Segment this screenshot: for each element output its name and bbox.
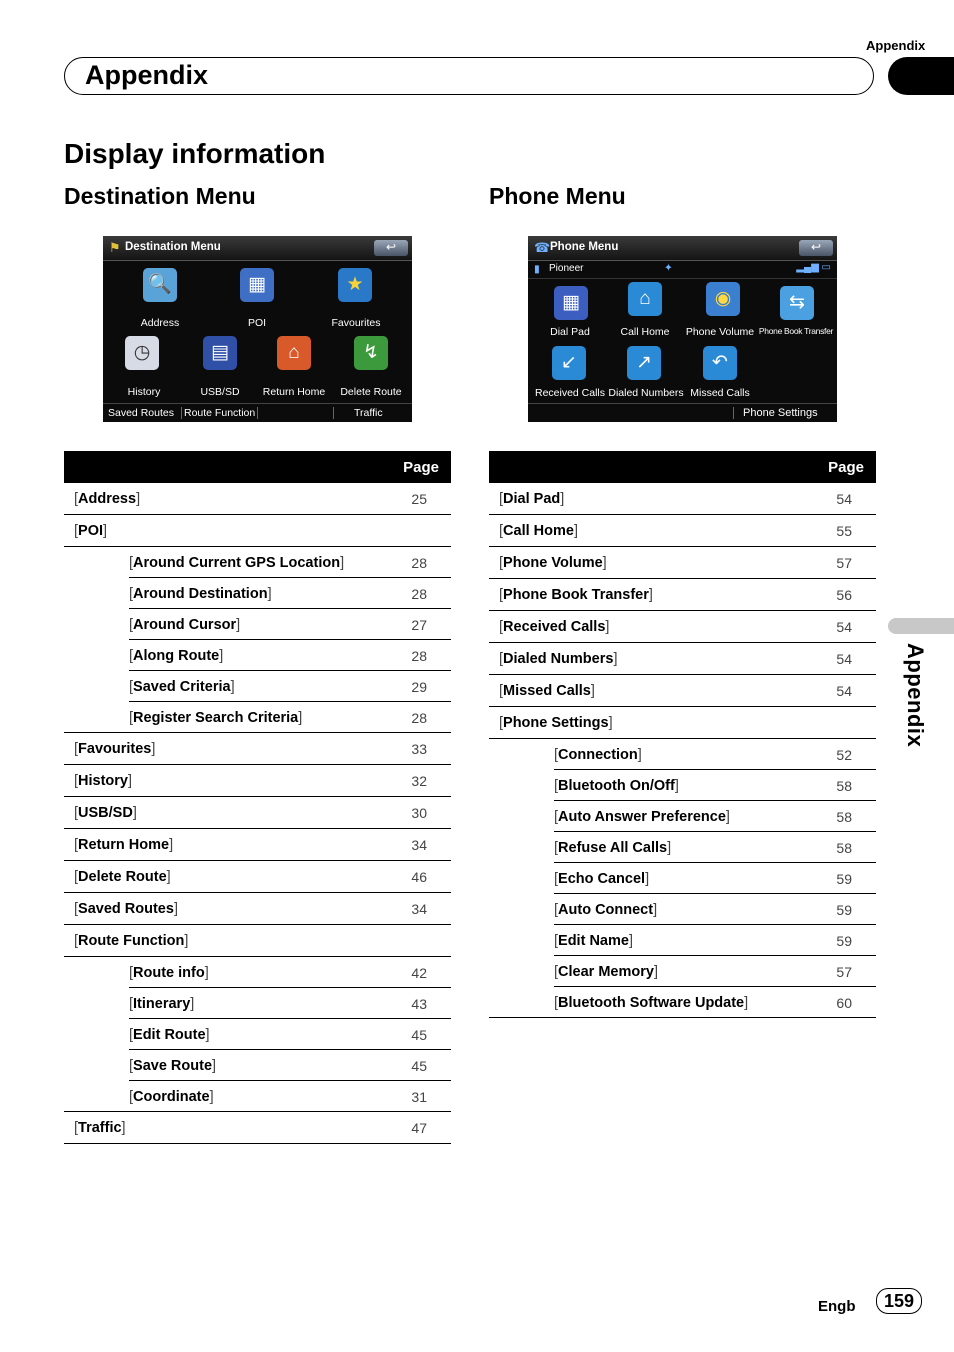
- tile-dialed-numbers[interactable]: [625, 346, 663, 380]
- page-ref: [367, 515, 451, 547]
- side-tab-label: Appendix: [903, 643, 928, 748]
- item-name: Phone Volume: [503, 554, 603, 571]
- item-name-cell: [Around Cursor]: [64, 609, 367, 640]
- item-name-cell: [Connection]: [489, 739, 792, 771]
- page-ref: 31: [367, 1081, 451, 1112]
- page-ref: 58: [792, 770, 876, 801]
- table-row: [489, 675, 876, 707]
- tile-address[interactable]: [139, 268, 181, 302]
- item-name-cell: [Phone Settings]: [489, 707, 792, 739]
- tile-return-home[interactable]: [273, 336, 315, 370]
- item-name: Edit Name: [558, 932, 629, 949]
- page-ref: 54: [792, 675, 876, 707]
- item-name-cell: [Traffic]: [64, 1112, 367, 1144]
- page-column-header: Page: [489, 451, 876, 483]
- route-function-button[interactable]: Route Function: [184, 407, 256, 419]
- missed-call-icon: ↶: [703, 346, 737, 380]
- page-ref: 34: [367, 893, 451, 925]
- table-row: [64, 1112, 451, 1144]
- item-name: Edit Route: [133, 1026, 206, 1043]
- item-name-cell: [Echo Cancel]: [489, 863, 792, 894]
- item-name-cell: [Around Current GPS Location]: [64, 547, 367, 579]
- item-name: Echo Cancel: [558, 870, 646, 887]
- table-row: [64, 1081, 451, 1112]
- back-button[interactable]: ↩: [799, 240, 833, 256]
- bluetooth-icon: ✦: [664, 262, 673, 274]
- item-name: Return Home: [78, 836, 170, 853]
- back-button[interactable]: ↩: [374, 240, 408, 256]
- item-name: Route info: [133, 964, 205, 981]
- page-ref: 58: [792, 801, 876, 832]
- page-ref: 59: [792, 863, 876, 894]
- item-name: Delete Route: [78, 868, 167, 885]
- table-row: [64, 925, 451, 957]
- item-name-cell: [Route info]: [64, 957, 367, 989]
- table-row: [64, 671, 451, 702]
- side-tab-marker: [888, 618, 954, 634]
- page-title: Display information: [64, 138, 326, 169]
- table-row: [64, 547, 451, 579]
- tile-call-home[interactable]: [626, 282, 664, 316]
- tile-label: Return Home: [262, 386, 326, 398]
- sd-card-icon: ▤: [203, 336, 237, 370]
- phone-menu-heading: Phone Menu: [489, 183, 626, 209]
- item-name: Traffic: [78, 1119, 122, 1136]
- table-row: [64, 483, 451, 515]
- table-row: [489, 863, 876, 894]
- page-ref: 57: [792, 547, 876, 579]
- section-title: Appendix: [85, 60, 209, 90]
- table-row: [489, 801, 876, 832]
- item-name-cell: [USB/SD]: [64, 797, 367, 829]
- page-ref: 59: [792, 894, 876, 925]
- page-ref: 56: [792, 579, 876, 611]
- item-name: Connection: [558, 746, 638, 763]
- route-icon: ↯: [354, 336, 388, 370]
- item-name-cell: [Clear Memory]: [489, 956, 792, 987]
- item-name: USB/SD: [78, 804, 133, 821]
- tile-label: Delete Route: [340, 386, 402, 398]
- table-row: [489, 579, 876, 611]
- tile-label: POI: [247, 317, 267, 329]
- item-name: POI: [78, 522, 104, 539]
- item-name-cell: [History]: [64, 765, 367, 797]
- running-header: Appendix: [866, 38, 926, 53]
- table-row: [64, 702, 451, 733]
- page-ref: 32: [367, 765, 451, 797]
- page-ref: 29: [367, 671, 451, 702]
- table-row: [64, 609, 451, 640]
- traffic-button[interactable]: Traffic: [354, 407, 383, 419]
- page-ref: 45: [367, 1019, 451, 1050]
- page-ref: 43: [367, 988, 451, 1019]
- item-name-cell: [Bluetooth On/Off]: [489, 770, 792, 801]
- dialed-call-icon: ↗: [627, 346, 661, 380]
- page-ref: 28: [367, 547, 451, 579]
- item-name: Received Calls: [503, 618, 606, 635]
- item-name-cell: [Phone Volume]: [489, 547, 792, 579]
- page-ref: 28: [367, 640, 451, 671]
- item-name: Around Destination: [133, 585, 268, 602]
- tile-label: Missed Calls: [690, 387, 750, 399]
- phone-icon: ☎: [534, 240, 551, 255]
- destination-menu-screen: [103, 236, 412, 422]
- divider: [257, 407, 258, 419]
- item-name-cell: [Saved Criteria]: [64, 671, 367, 702]
- item-name-cell: [Around Destination]: [64, 578, 367, 609]
- tile-favourites[interactable]: [334, 268, 376, 302]
- page-ref: 28: [367, 702, 451, 733]
- item-name-cell: [Edit Route]: [64, 1019, 367, 1050]
- item-name-cell: [Route Function]: [64, 925, 367, 957]
- item-name: Clear Memory: [558, 963, 654, 980]
- tile-label: Call Home: [620, 326, 670, 338]
- item-name: Around Cursor: [133, 616, 237, 633]
- page-ref: 33: [367, 733, 451, 765]
- item-name: Saved Criteria: [133, 678, 231, 695]
- received-call-icon: ↙: [552, 346, 586, 380]
- tile-label: Dialed Numbers: [608, 387, 684, 399]
- destination-menu-heading: Destination Menu: [64, 183, 256, 209]
- item-name: Coordinate: [133, 1088, 210, 1105]
- page-ref: 25: [367, 483, 451, 515]
- section-tab-marker: [888, 57, 954, 95]
- table-row: [64, 829, 451, 861]
- item-name-cell: [Coordinate]: [64, 1081, 367, 1112]
- table-row: [489, 987, 876, 1018]
- item-name: Along Route: [133, 647, 220, 664]
- item-name-cell: [Dialed Numbers]: [489, 643, 792, 675]
- flag-icon: ⚑: [109, 240, 121, 255]
- page-ref: 30: [367, 797, 451, 829]
- tile-usb-sd[interactable]: [199, 336, 241, 370]
- tile-label: Address: [140, 317, 180, 329]
- item-name: Route Function: [78, 932, 185, 949]
- page-ref: 59: [792, 925, 876, 956]
- item-name-cell: [Call Home]: [489, 515, 792, 547]
- page-ref: [792, 707, 876, 739]
- item-name-cell: [Auto Answer Preference]: [489, 801, 792, 832]
- table-row: [489, 515, 876, 547]
- item-name: Missed Calls: [503, 682, 591, 699]
- tile-label: Received Calls: [534, 387, 606, 399]
- page-number: 159: [876, 1288, 922, 1314]
- item-name: Dial Pad: [503, 490, 561, 507]
- table-row: [64, 515, 451, 547]
- home-phone-icon: ⌂: [628, 282, 662, 316]
- item-name-cell: [Along Route]: [64, 640, 367, 671]
- page-ref: 45: [367, 1050, 451, 1081]
- item-name-cell: [Delete Route]: [64, 861, 367, 893]
- table-row: [64, 1019, 451, 1050]
- table-row: [489, 894, 876, 925]
- screen-titlebar: [103, 236, 412, 261]
- item-name: Save Route: [133, 1057, 213, 1074]
- page-ref: 60: [792, 987, 876, 1018]
- item-name: Call Home: [503, 522, 574, 539]
- magnifier-icon: 🔍: [143, 268, 177, 302]
- table-row: [64, 797, 451, 829]
- phone-menu-screen: [528, 236, 837, 422]
- item-name-cell: [Itinerary]: [64, 988, 367, 1019]
- item-name-cell: [Saved Routes]: [64, 893, 367, 925]
- page-ref: 55: [792, 515, 876, 547]
- item-name-cell: [Edit Name]: [489, 925, 792, 956]
- page-ref: 34: [367, 829, 451, 861]
- table-row: [64, 765, 451, 797]
- page-column-header: Page: [64, 451, 451, 483]
- divider: [333, 407, 334, 419]
- screen-bottom-bar: [103, 403, 412, 422]
- divider: [181, 407, 182, 419]
- item-name-cell: [Auto Connect]: [489, 894, 792, 925]
- page-ref: 52: [792, 739, 876, 771]
- table-row: [489, 643, 876, 675]
- page-ref: 54: [792, 643, 876, 675]
- item-name: Address: [78, 490, 137, 507]
- item-name-cell: [Dial Pad]: [489, 483, 792, 515]
- tile-label: Phone Volume: [685, 326, 755, 338]
- page-ref: 54: [792, 483, 876, 515]
- tile-delete-route[interactable]: [350, 336, 392, 370]
- table-row: [64, 861, 451, 893]
- page-ref: 57: [792, 956, 876, 987]
- section-title-bar: [64, 57, 874, 95]
- item-name: Favourites: [78, 740, 152, 757]
- table-row: [489, 832, 876, 863]
- table-row: [489, 739, 876, 771]
- destination-table-body: [64, 483, 451, 1144]
- item-name: Auto Answer Preference: [558, 808, 726, 825]
- signal-battery-icon: ▂▄▆ ▭: [796, 262, 831, 273]
- tile-dial-pad[interactable]: [552, 286, 590, 320]
- item-name-cell: [Favourites]: [64, 733, 367, 765]
- table-row: [64, 733, 451, 765]
- destination-menu-table: [64, 451, 451, 1144]
- item-name: Auto Connect: [558, 901, 654, 918]
- volume-icon: ◉: [706, 282, 740, 316]
- saved-routes-button[interactable]: Saved Routes: [108, 407, 174, 419]
- tile-received-calls[interactable]: [550, 346, 588, 380]
- tile-label: Phone Book Transfer: [758, 326, 834, 336]
- book-transfer-icon: ⇆: [780, 286, 814, 320]
- screen-title: Phone Menu: [550, 241, 619, 253]
- star-icon: ★: [338, 268, 372, 302]
- keypad-icon: ▦: [554, 286, 588, 320]
- table-row: [64, 988, 451, 1019]
- device-name: Pioneer: [549, 263, 584, 274]
- item-name: Saved Routes: [78, 900, 174, 917]
- item-name-cell: [Register Search Criteria]: [64, 702, 367, 733]
- item-name: Bluetooth Software Update: [558, 994, 745, 1011]
- table-row: [489, 707, 876, 739]
- tile-phone-book-transfer[interactable]: [778, 286, 816, 320]
- table-row: [64, 957, 451, 989]
- page-ref: 46: [367, 861, 451, 893]
- page-ref: 28: [367, 578, 451, 609]
- item-name: Itinerary: [133, 995, 191, 1012]
- table-row: [64, 640, 451, 671]
- table-row: [489, 547, 876, 579]
- table-row: [489, 483, 876, 515]
- divider: [733, 407, 734, 419]
- phone-menu-table: [489, 451, 876, 1018]
- page-ref: 42: [367, 957, 451, 989]
- item-name: Around Current GPS Location: [133, 554, 341, 571]
- item-name-cell: [Address]: [64, 483, 367, 515]
- phone-table-body: [489, 483, 876, 1018]
- table-row: [64, 1050, 451, 1081]
- item-name: Refuse All Calls: [558, 839, 668, 856]
- tile-label: Dial Pad: [550, 326, 590, 338]
- table-row: [489, 611, 876, 643]
- table-row: [64, 893, 451, 925]
- item-name: History: [78, 772, 128, 789]
- item-name-cell: [Bluetooth Software Update]: [489, 987, 792, 1018]
- item-name-cell: [POI]: [64, 515, 367, 547]
- table-row: [64, 578, 451, 609]
- home-icon: ⌂: [277, 336, 311, 370]
- item-name-cell: [Refuse All Calls]: [489, 832, 792, 863]
- item-name-cell: [Missed Calls]: [489, 675, 792, 707]
- table-row: [489, 956, 876, 987]
- tile-missed-calls[interactable]: [701, 346, 739, 380]
- page-ref: [367, 925, 451, 957]
- item-name-cell: [Save Route]: [64, 1050, 367, 1081]
- screen-bottom-bar: [528, 403, 837, 422]
- clock-document-icon: ◷: [125, 336, 159, 370]
- tile-poi[interactable]: [236, 268, 278, 302]
- screen-title: Destination Menu: [125, 241, 221, 253]
- language-code: Engb: [818, 1298, 856, 1315]
- item-name: Dialed Numbers: [503, 650, 614, 667]
- table-row: [489, 770, 876, 801]
- page-ref: 58: [792, 832, 876, 863]
- item-name: Register Search Criteria: [133, 709, 299, 726]
- tile-label: USB/SD: [200, 386, 240, 398]
- item-name: Phone Book Transfer: [503, 586, 649, 603]
- device-status-bar: [528, 261, 837, 279]
- page-ref: 54: [792, 611, 876, 643]
- tile-label: Favourites: [331, 317, 381, 329]
- device-icon: ▮: [534, 263, 540, 275]
- phone-settings-button[interactable]: Phone Settings: [743, 407, 818, 419]
- tile-history[interactable]: [121, 336, 163, 370]
- tile-label: History: [127, 386, 161, 398]
- screen-titlebar: [528, 236, 837, 261]
- item-name-cell: [Received Calls]: [489, 611, 792, 643]
- table-row: [489, 925, 876, 956]
- page-ref: 47: [367, 1112, 451, 1144]
- item-name-cell: [Phone Book Transfer]: [489, 579, 792, 611]
- item-name: Bluetooth On/Off: [558, 777, 675, 794]
- tile-phone-volume[interactable]: [704, 282, 742, 316]
- item-name: Phone Settings: [503, 714, 609, 731]
- building-icon: ▦: [240, 268, 274, 302]
- page-ref: 27: [367, 609, 451, 640]
- item-name-cell: [Return Home]: [64, 829, 367, 861]
